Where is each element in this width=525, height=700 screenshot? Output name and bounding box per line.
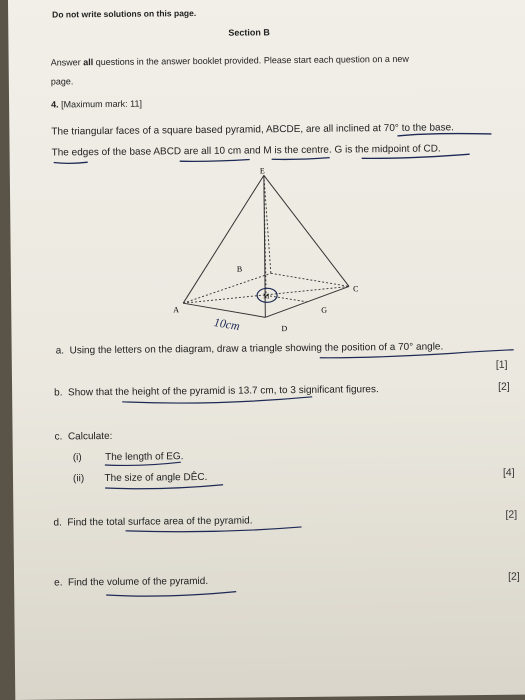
pen-underlines-parts [8, 0, 525, 700]
label-d: D [281, 324, 288, 334]
question-number: 4. [51, 99, 59, 110]
part-a-text: Using the letters on the diagram, draw a triangle showing the position of a 70° angle. [69, 341, 444, 357]
instructions-bold: all [83, 57, 94, 68]
part-a-mark: [1] [495, 358, 508, 371]
part-c-i-text: The length of EG. [105, 451, 184, 464]
label-e: E [259, 166, 265, 176]
part-e-mark: [2] [508, 570, 520, 583]
label-c: C [352, 284, 359, 294]
part-b-letter: b. [54, 387, 63, 399]
part-b-mark: [2] [498, 380, 510, 393]
part-a-letter: a. [55, 345, 65, 357]
label-g: G [321, 305, 328, 315]
section-title: Section B [228, 27, 270, 38]
exam-paper [8, 0, 525, 700]
instructions-pre: Answer [50, 57, 84, 68]
header-notice: Do not write solutions on this page. [52, 8, 197, 20]
part-d-letter: d. [53, 517, 62, 529]
part-c-text: Calculate: [67, 430, 113, 443]
label-a: A [173, 305, 180, 315]
question-intro-2: The edges of the base ABCD are all 10 cm and M is the centre. G is the midpoint of CD. [51, 143, 441, 159]
part-d-mark: [2] [505, 508, 518, 521]
part-c-i-num: (i) [72, 452, 82, 464]
part-e-text: Find the volume of the pyramid. [67, 575, 209, 589]
label-b: B [236, 264, 243, 274]
instructions-post: questions in the answer booklet provided. Please start each question on a new [93, 53, 409, 68]
question-intro-1: The triangular faces of a square based pyramid, ABCDE, are all inclined at 70° to the base. [51, 122, 454, 138]
part-c-letter: c. [54, 431, 63, 443]
question-max-mark: [Maximum mark: 11] [61, 98, 143, 110]
part-c-ii-text: The size of angle DÊC. [104, 471, 208, 485]
instructions-line-2: page. [50, 76, 74, 87]
part-c-ii-num: (ii) [72, 473, 85, 485]
part-b-text: Show that the height of the pyramid is 13.7 cm, to 3 significant figures. [67, 384, 379, 399]
part-e-letter: e. [54, 577, 63, 589]
handwritten-10cm: 10cm [212, 315, 241, 334]
part-d-text: Find the total surface area of the pyramid. [67, 515, 253, 529]
label-m: M [263, 292, 270, 301]
part-c-mark: [4] [502, 466, 515, 479]
